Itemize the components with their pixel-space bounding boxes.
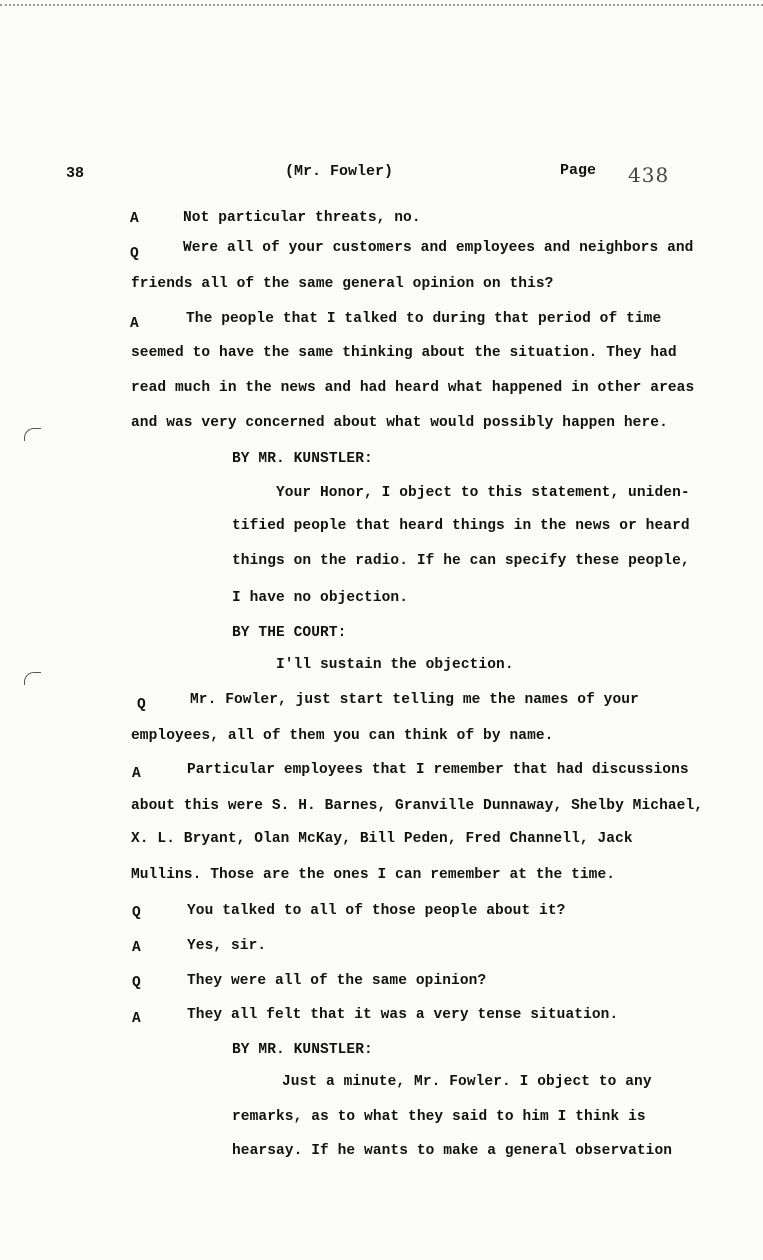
handwritten-page-ref: 438 bbox=[628, 163, 670, 187]
transcript-line: You talked to all of those people about it? bbox=[187, 903, 566, 919]
speaker-marker: A bbox=[130, 316, 139, 332]
transcript-line: about this were S. H. Barnes, Granville Dunnaway, Shelby Michael, bbox=[131, 798, 704, 814]
speaker-marker: A bbox=[130, 211, 139, 227]
transcript-line: X. L. Bryant, Olan McKay, Bill Peden, Fred Channell, Jack bbox=[131, 831, 633, 847]
transcript-line: Mullins. Those are the ones I can remember at the time. bbox=[131, 867, 616, 883]
transcript-line: Particular employees that I remember that had discussions bbox=[187, 762, 689, 778]
speaker-heading: BY MR. KUNSTLER: bbox=[232, 1042, 373, 1058]
transcript-line: Yes, sir. bbox=[187, 938, 267, 954]
transcript-line: Were all of your customers and employees and neighbors and bbox=[183, 240, 694, 256]
transcript-line: hearsay. If he wants to make a general observation bbox=[232, 1143, 673, 1159]
transcript-line: seemed to have the same thinking about the situation. They had bbox=[131, 345, 677, 361]
transcript-line: remarks, as to what they said to him I think is bbox=[232, 1109, 646, 1125]
speaker-marker: A bbox=[132, 766, 141, 782]
transcript-line: things on the radio. If he can specify these people, bbox=[232, 553, 690, 569]
transcript-line: Your Honor, I object to this statement, uniden- bbox=[276, 485, 690, 501]
transcript-line: I'll sustain the objection. bbox=[276, 657, 514, 673]
transcript-line: Just a minute, Mr. Fowler. I object to any bbox=[282, 1074, 652, 1090]
transcript-line: friends all of the same general opinion on this? bbox=[131, 276, 554, 292]
transcript-line: and was very concerned about what would possibly happen here. bbox=[131, 415, 668, 431]
speaker-marker: Q bbox=[132, 905, 141, 921]
scan-top-edge bbox=[0, 0, 763, 6]
speaker-heading: BY MR. KUNSTLER: bbox=[232, 451, 373, 467]
speaker-marker: A bbox=[132, 940, 141, 956]
transcript-line: They were all of the same opinion? bbox=[187, 973, 487, 989]
speaker-marker: Q bbox=[130, 246, 139, 262]
speaker-marker: Q bbox=[137, 697, 146, 713]
page-label: Page bbox=[560, 162, 597, 179]
transcript-line: I have no objection. bbox=[232, 590, 409, 606]
transcript-line: read much in the news and had heard what happened in other areas bbox=[131, 380, 695, 396]
scan-margin-mark bbox=[24, 428, 41, 441]
transcript-line: The people that I talked to during that period of time bbox=[186, 311, 662, 327]
speaker-marker: A bbox=[132, 1011, 141, 1027]
speaker-heading: BY THE COURT: bbox=[232, 625, 347, 641]
witness-heading: (Mr. Fowler) bbox=[285, 163, 394, 180]
transcript-line: Mr. Fowler, just start telling me the names of your bbox=[190, 692, 639, 708]
page-number: 38 bbox=[66, 165, 85, 182]
transcript-line: employees, all of them you can think of by name. bbox=[131, 728, 554, 744]
transcript-line: They all felt that it was a very tense situation. bbox=[187, 1007, 619, 1023]
speaker-marker: Q bbox=[132, 975, 141, 991]
transcript-line: tified people that heard things in the news or heard bbox=[232, 518, 690, 534]
transcript-line: Not particular threats, no. bbox=[183, 210, 421, 226]
scan-margin-mark bbox=[24, 672, 41, 685]
